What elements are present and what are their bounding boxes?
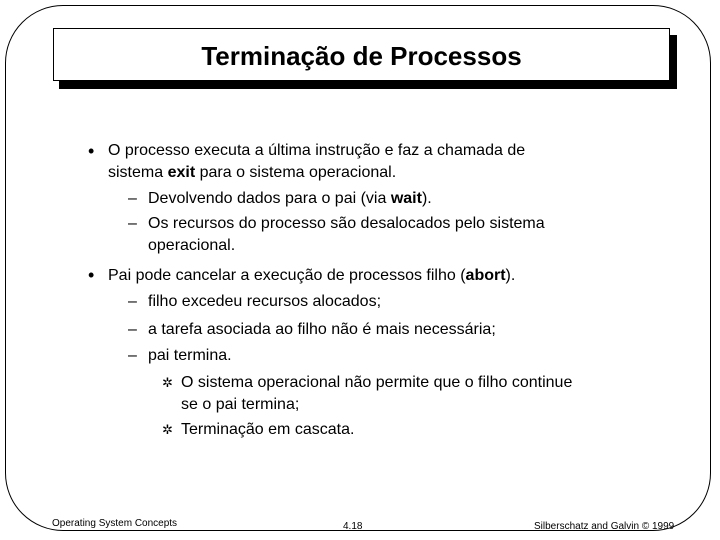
subitem-1-2-line-2: operacional. bbox=[148, 237, 236, 254]
footer-right: Silberschatz and Galvin © 1999 bbox=[534, 521, 675, 532]
subsub-2-3-2: Terminação em cascata. bbox=[181, 421, 355, 438]
subitem-1-1 bbox=[148, 189, 432, 209]
subitem-2-3: pai termina. bbox=[148, 347, 232, 364]
dash-icon: – bbox=[128, 215, 137, 232]
dash-icon: – bbox=[128, 321, 137, 338]
text-span: Pai pode cancelar a execução de processos filho ( bbox=[108, 267, 466, 284]
text-span: sistema bbox=[108, 164, 168, 181]
dash-icon: – bbox=[128, 293, 137, 310]
bullet-1-line-2 bbox=[108, 163, 396, 183]
bullet-1-line-1 bbox=[108, 141, 525, 161]
keyword-wait: wait bbox=[390, 190, 422, 207]
text-span: ). bbox=[421, 190, 432, 207]
text-span: O processo executa a última instrução e faz a chamada de bbox=[108, 142, 526, 159]
gear-bullet-icon: ✲ bbox=[162, 422, 173, 437]
keyword-exit: exit bbox=[167, 164, 196, 181]
dash-icon: – bbox=[128, 347, 137, 364]
bullet-icon: • bbox=[88, 265, 95, 285]
text-span: ). bbox=[505, 267, 516, 284]
text-span: Devolvendo dados para o pai (via bbox=[148, 190, 391, 207]
subsub-2-3-1-line-2: se o pai termina; bbox=[181, 396, 300, 413]
gear-bullet-icon: ✲ bbox=[162, 375, 173, 390]
keyword-abort: abort bbox=[465, 267, 506, 284]
page-title: Terminação de Processos bbox=[201, 41, 522, 71]
text-span: para o sistema operacional. bbox=[195, 164, 397, 181]
footer-left: Operating System Concepts bbox=[52, 518, 178, 529]
dash-icon: – bbox=[128, 190, 137, 207]
subsub-2-3-1-line-1: O sistema operacional não permite que o filho continue bbox=[181, 374, 573, 391]
subitem-2-2: a tarefa asociada ao filho não é mais necessária; bbox=[148, 321, 496, 338]
subitem-2-1: filho excedeu recursos alocados; bbox=[148, 293, 382, 310]
bullet-icon: • bbox=[88, 141, 95, 161]
footer-page-number: 4.18 bbox=[343, 521, 363, 532]
bullet-2-line-1 bbox=[108, 266, 515, 286]
subitem-1-2-line-1: Os recursos do processo são desalocados pelo sistema bbox=[148, 215, 545, 232]
